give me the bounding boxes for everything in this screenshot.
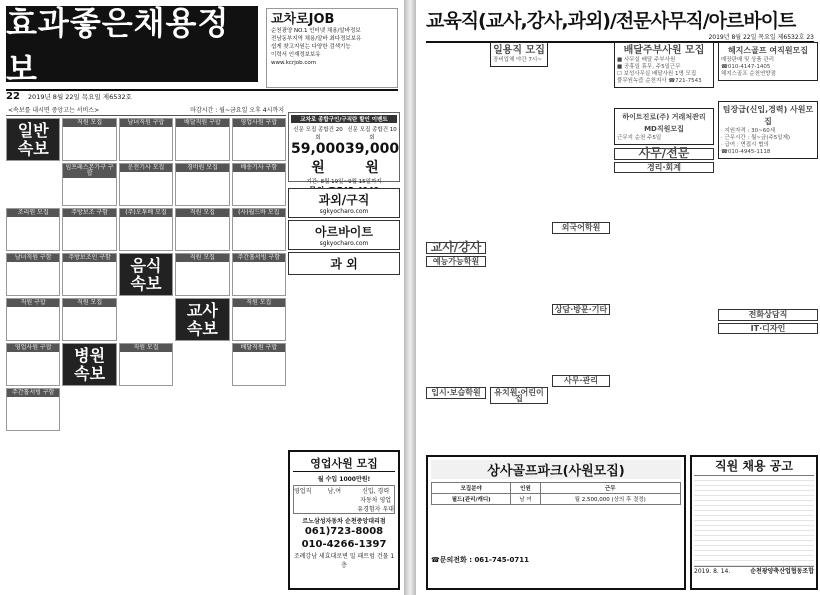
section-arts-academy[interactable]: 예능가능학원 <box>426 256 486 268</box>
section-url: sgkyocharo.com <box>319 208 369 215</box>
notice-org: 순천광양축산업협동조합 <box>750 568 814 575</box>
classified-ad[interactable] <box>62 118 116 161</box>
section-kindergarten[interactable]: 유치원·어린이집 <box>490 387 548 404</box>
promo-b-price: 39,000원 <box>345 141 400 176</box>
delivery-ad[interactable] <box>614 42 714 88</box>
section-tutoring-jobseek[interactable] <box>288 188 400 218</box>
left-page-number: 22 <box>6 90 20 102</box>
ad-title: 배달직원 구합 <box>233 344 285 352</box>
classified-ad[interactable] <box>119 163 173 206</box>
section-office-pro[interactable]: 사무/전문 <box>614 148 714 160</box>
ad-title: 배달직원 구합 <box>176 119 228 127</box>
classified-ad[interactable] <box>6 208 60 251</box>
ad-title: 직원 모집 <box>176 254 228 262</box>
section-admin[interactable]: 사무·관리 <box>552 375 610 387</box>
promo-a-label: 신문 모집 종합건 20회 <box>293 127 343 141</box>
ad-title: 직원 모집 <box>63 299 115 307</box>
sales-gender: 남,여 <box>327 488 342 495</box>
golf-cell: 월 2,500,000 (상의 후 결정) <box>540 494 680 505</box>
golf-table <box>431 482 681 505</box>
ad-title: 주방보조인 구함 <box>63 254 115 262</box>
section-cram-school[interactable]: 입시·보습학원 <box>426 387 486 399</box>
classified-ad[interactable] <box>175 253 229 296</box>
classified-grid <box>6 118 286 431</box>
classified-ad[interactable] <box>232 118 286 161</box>
hospital-badge: 병원 속보 <box>62 343 116 386</box>
classified-ad[interactable] <box>232 298 286 341</box>
ad-title: 배달주부사원 모집 <box>623 45 705 56</box>
classified-ad[interactable] <box>175 208 229 251</box>
section-title: 과 외 <box>330 257 358 271</box>
column-header-left: <속보를 내시면 중앙고는 서비스> <box>8 107 100 114</box>
promo-title: 교차로 종합구인/구직란 할인 이벤트 <box>291 115 397 123</box>
section-language-academy[interactable]: 외국어학원 <box>552 222 610 234</box>
right-column-2 <box>490 42 548 452</box>
ad-title: 직원 모집 <box>120 344 172 352</box>
classified-ad[interactable] <box>232 163 286 206</box>
ad-title: 직원 구합 <box>7 299 59 307</box>
section-parttime[interactable] <box>288 220 400 250</box>
classified-ad[interactable] <box>232 343 286 386</box>
ad-title: 임프레스몬가구 구합 <box>63 164 115 178</box>
right-column-4 <box>614 42 714 452</box>
section-stack <box>288 186 400 277</box>
right-column-3 <box>552 42 610 452</box>
brand-url[interactable]: www.kcrjob.com <box>271 60 317 66</box>
left-classifieds <box>6 104 286 589</box>
sales-company: 르노삼성자동차 순천중앙대리점 <box>302 518 386 525</box>
left-page <box>0 0 404 595</box>
ad-title: 배송기사 구함 <box>233 164 285 172</box>
sales-address: 조례강남 세효대로변 밀 패트럼 건물 1층 <box>293 553 395 569</box>
ad-title: 남녀직원 구함 <box>7 254 59 262</box>
golf-header: 인원 <box>511 483 540 494</box>
left-issue-date: 2019년 8월 22일 목요일 제6532호 <box>27 92 132 101</box>
ad-title: 영업사원 구합 <box>7 344 59 352</box>
hazzys-golf-ad[interactable] <box>718 42 818 81</box>
notice-date: 2019. 8. 14. <box>694 568 731 575</box>
ad-body: 장비업체 야간 7시~ <box>493 57 542 63</box>
ad-title: 영업사원 구합 <box>233 119 285 127</box>
section-tutoring[interactable] <box>288 252 400 275</box>
classified-ad[interactable] <box>119 343 173 386</box>
ad-body: 매장판매 및 상품 관리 ☎010-4147-1405 헤지스골프 순천연향점 <box>721 57 776 77</box>
right-issue-line: 2019년 8월 22일 목요일 제6532호 23 <box>426 32 814 43</box>
section-consulting[interactable]: 상담·방문·기타 <box>552 304 610 316</box>
brand-line-2: 쉽게 찾고지원는 다양한 검색기능 <box>271 44 351 50</box>
golf-phone[interactable]: ☎문의전화 : 061-745-0711 <box>431 556 529 564</box>
promo-a-price: 59,000원 <box>291 141 346 176</box>
golf-cell: 필드(관리/캐디) <box>432 494 511 505</box>
classified-ad[interactable] <box>119 118 173 161</box>
right-page-title: 교육직(교사,강사,과외)/전문사무직/아르바이트 <box>426 10 796 32</box>
ad-body: · 지원자격 : 30~60세 · 근무시간 : 월~금(주5일제) · 급여 : 면접시 협의 ☎010-4945-1118 <box>721 128 791 155</box>
golf-header: 모집분야 <box>432 483 511 494</box>
staff-hiring-notice[interactable] <box>690 455 818 590</box>
golf-park-recruit-ad[interactable] <box>426 455 686 590</box>
brand-line-3: 이력서 인재정보보유 <box>271 52 321 58</box>
ad-title: 조리원 모집 <box>7 209 59 217</box>
brand-tagline: 순천광양 NO.1 인터넷 채용/알바정보 <box>271 28 361 34</box>
promo-b-label: 신문 모집 종합건 10회 <box>347 127 397 141</box>
ad-title: 경비원 모집 <box>176 164 228 172</box>
ad-title: 일용직 모집 <box>493 45 545 56</box>
ad-title: 헤지스골프 여직원모집 <box>727 46 809 55</box>
ad-body: 근무지 순천 주5일 <box>617 135 662 141</box>
section-it-design[interactable]: IT·디자인 <box>718 323 818 335</box>
ad-title: 팀장급(신입,경력) 사원모집 <box>722 105 814 126</box>
classified-ad[interactable] <box>232 253 286 296</box>
urgent-badge: 일반 속보 <box>6 118 60 161</box>
team-leader-ad[interactable] <box>718 101 818 159</box>
golf-header: 근무 <box>540 483 680 494</box>
section-phone-consulting[interactable]: 전화상담직 <box>718 309 818 321</box>
right-column-1 <box>426 42 486 452</box>
column-header-right: 마감시간 : 월~금요일 오후 4시까지 <box>190 107 284 114</box>
section-teacher[interactable]: 교사/강사 <box>426 242 486 254</box>
teacher-badge: 교사 속보 <box>175 298 229 341</box>
classified-ad[interactable] <box>62 163 116 206</box>
page-gutter <box>404 0 416 595</box>
sales-recruit-ad[interactable] <box>288 450 400 590</box>
brand-box[interactable] <box>266 8 398 88</box>
classified-ad[interactable] <box>62 253 116 296</box>
ad-title: 주간홀서빙 구함 <box>233 254 285 262</box>
section-title: 아르바이트 <box>315 225 373 239</box>
sales-role: 영업직 <box>294 488 312 495</box>
promo-event-box[interactable] <box>288 112 400 185</box>
golf-title: 상사골프파크(사원모집) <box>431 460 681 479</box>
ad-title: 직원 모집 <box>176 209 228 217</box>
ad-title: 운전기사 모집 <box>120 164 172 172</box>
classified-ad[interactable] <box>62 208 116 251</box>
ad-body: ■ 사무실 배달 주부사원 ■ 공휴일 휴무, 주5일근무 ☐ 보성사무실 배달사원 1명 모집 풀무원녹즙 순천지사 ☎721-7543 <box>617 57 702 84</box>
ad-title: (주)오투베 모집 <box>120 209 172 217</box>
sales-qualification: 신입, 경력 자동차 영업 유경험자 우대 <box>357 488 394 513</box>
classified-ad[interactable] <box>232 208 286 251</box>
food-badge: 음식 속보 <box>119 253 173 296</box>
section-title: 과외/구직 <box>318 193 370 207</box>
hite-jinro-ad[interactable] <box>614 108 714 145</box>
section-accounting[interactable]: 경리·회계 <box>614 162 714 174</box>
classified-ad[interactable] <box>6 253 60 296</box>
notice-title: 직원 채용 공고 <box>715 459 793 473</box>
column-header <box>6 104 286 116</box>
right-column-5 <box>718 42 818 452</box>
promo-period: 기간: 8월 19일~9월 15일까지 <box>306 179 382 185</box>
brand-name: 교차로JOB <box>271 12 335 27</box>
ad-title: 직원 모집 <box>233 299 285 307</box>
sales-tel-1[interactable]: 061)723-8008 <box>304 526 384 537</box>
ad-title: 주방보조 구함 <box>63 209 115 217</box>
classified-ad[interactable] <box>6 388 60 431</box>
ad-title: 직원 모집 <box>63 119 115 127</box>
classified-ad[interactable] <box>119 208 173 251</box>
sales-title: 영업사원 모집 <box>293 455 395 472</box>
left-issue-line <box>6 89 398 101</box>
classified-ad[interactable] <box>175 118 229 161</box>
classified-ad[interactable] <box>175 163 229 206</box>
ad-title: 남녀직원 구합 <box>120 119 172 127</box>
newspaper-logo: 효과좋은채용정보 <box>6 6 258 82</box>
sales-pay: 월 수입 1000만원! <box>317 476 371 483</box>
golf-cell: 남 여 <box>511 494 540 505</box>
brand-line-1: 전남동부지역 채용/알바 최다정보보유 <box>271 36 362 42</box>
classified-ad[interactable] <box>6 298 60 341</box>
section-url: sgkyocharo.com <box>319 240 369 247</box>
day-labor-ad[interactable] <box>490 42 548 67</box>
classified-ad[interactable] <box>62 298 116 341</box>
right-page <box>416 0 820 595</box>
ad-title: 주간홀서빙 구함 <box>7 389 59 397</box>
classified-ad[interactable] <box>6 343 60 386</box>
sales-tel-2[interactable]: 010-4266-1397 <box>301 539 387 550</box>
ad-title: 하이트진로(주) 거래처관리 MD직원모집 <box>622 113 706 133</box>
ad-title: (사)월드바 모집 <box>233 209 285 217</box>
notice-body-placeholder <box>694 475 814 567</box>
